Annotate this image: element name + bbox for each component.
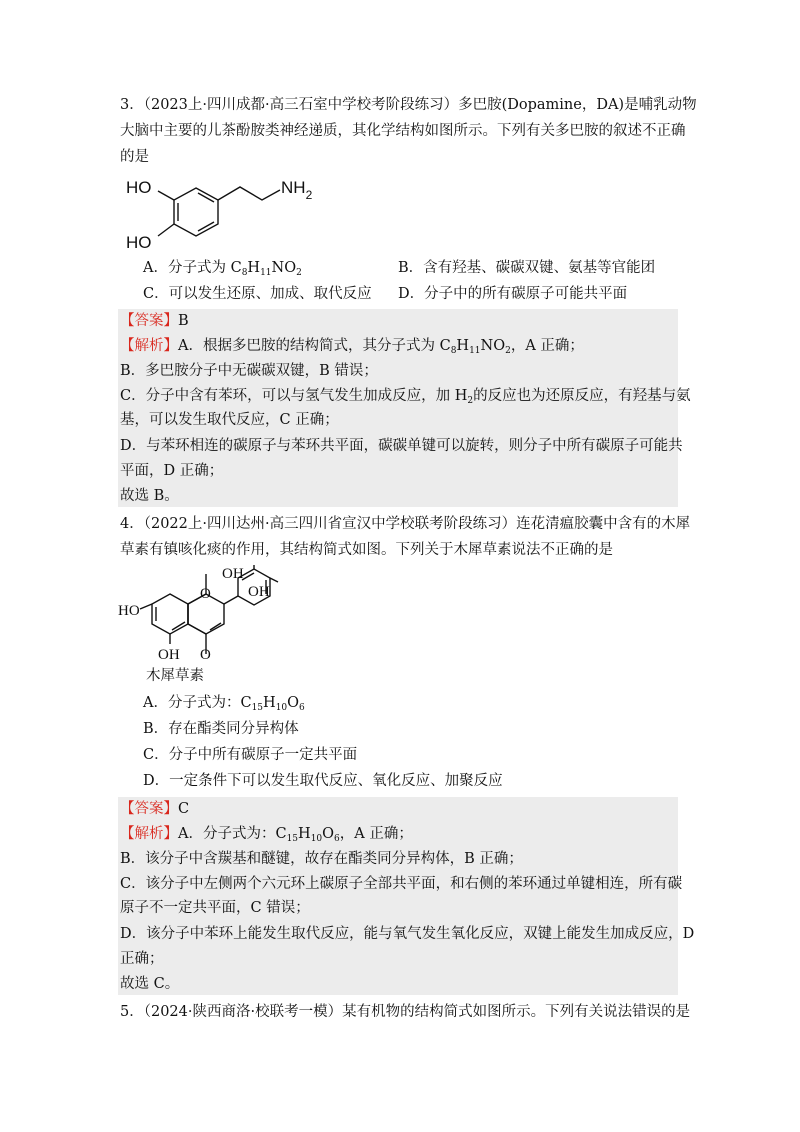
- q4-conclusion: 故选 C。: [120, 976, 180, 992]
- q4-analysis-line4: 原子不一定共平面，C 错误；: [120, 900, 310, 916]
- q3-answer: 【答案】B: [120, 313, 189, 329]
- q4-stem-line1: 4．（2022上·四川达州·高三四川省宣汉中学校联考阶段练习）连花清瘟胶囊中含有的木犀: [120, 516, 691, 532]
- q4-analysis-line1: 【解析】A．分子式为：$C_{15}H_{10}O_6$，A 正确；: [120, 826, 413, 844]
- dopamine-benzene-ring: [174, 188, 218, 236]
- q5-stem-line1: 5．（2024·陕西商洛·校联考一模）某有机物的结构简式如图所示。下列有关说法错误的是: [120, 1004, 691, 1020]
- q3-option-a: A．分子式为 $C_8H_{11}NO_2$: [143, 260, 302, 278]
- q4-stem-line2: 草素有镇咳化痰的作用，其结构简式如图。下列关于木犀草素说法不正确的是: [120, 542, 613, 558]
- luteolin-oh-bond: [140, 604, 152, 609]
- dopamine-ring-double-bond: [198, 193, 214, 202]
- q3-analysis-line2: B．多巴胺分子中无碳碳双键，B 错误；: [120, 363, 378, 379]
- luteolin-ring-a: [152, 594, 188, 634]
- luteolin-carbonyl-oxygen: O: [200, 647, 211, 662]
- luteolin-ho-left: HO: [118, 603, 140, 619]
- luteolin-ring-oxygen: O: [200, 586, 211, 602]
- q3-analysis-line5: D．与苯环相连的碳原子与苯环共平面，碳碳单键可以旋转，则分子中所有碳原子可能共: [120, 438, 683, 454]
- luteolin-structure: [118, 562, 288, 662]
- q3-option-d: D．分子中的所有碳原子可能共平面: [398, 286, 628, 302]
- q3-option-b: B．含有羟基、碳碳双键、氨基等官能团: [398, 260, 656, 276]
- dopamine-structure: [120, 172, 340, 254]
- q3-analysis-line1: 【解析】A．根据多巴胺的结构简式，其分子式为 $C_8H_{11}NO_2$，A 正确；: [120, 338, 584, 356]
- q3-option-c: C．可以发生还原、加成、取代反应: [143, 286, 372, 302]
- luteolin-oh-bottom: OH: [158, 647, 180, 662]
- q4-option-d: D．一定条件下可以发生取代反应、氧化反应、加聚反应: [143, 773, 503, 789]
- q4-analysis-line5: D．该分子中苯环上能发生取代反应，能与氧气发生氧化反应，双键上能发生加成反应，D: [120, 926, 695, 942]
- dopamine-nh2-label: $NH_2$: [281, 178, 313, 202]
- dopamine-oh-bond: [158, 224, 174, 236]
- q3-analysis-line3: C．分子中含有苯环，可以与氢气发生加成反应，加 $H_2$的反应也为还原反应，有羟基与氨: [120, 388, 691, 406]
- dopamine-ho-top: HO: [126, 178, 152, 197]
- q3-analysis-line4: 基，可以发生取代反应，C 正确；: [120, 412, 339, 428]
- luteolin-oh-bond: [270, 578, 278, 582]
- q3-stem-line3: 的是: [120, 149, 149, 165]
- q3-conclusion: 故选 B。: [120, 488, 179, 504]
- q4-analysis-line2: B．该分子中含羰基和醚键，故存在酯类同分异构体，B 正确；: [120, 851, 523, 867]
- dopamine-side-chain: [218, 187, 280, 200]
- q4-figure-caption: 木犀草素: [146, 668, 204, 684]
- q4-option-c: C．分子中所有碳原子一定共平面: [143, 747, 358, 763]
- dopamine-ring-double-bond: [198, 222, 214, 231]
- luteolin-oh-top: OH: [222, 566, 244, 582]
- q3-analysis-line6: 平面，D 正确；: [120, 463, 224, 479]
- luteolin-link-bond: [224, 596, 238, 604]
- q3-stem-line1: 3．（2023上·四川成都·高三石室中学校考阶段练习）多巴胺(Dopamine，DA)是哺乳动物: [120, 97, 697, 113]
- dopamine-oh-bond: [158, 191, 174, 200]
- dopamine-ho-bottom: HO: [126, 233, 152, 252]
- q4-analysis-line6: 正确；: [120, 951, 164, 967]
- q3-stem-line2: 大脑中主要的儿茶酚胺类神经递质，其化学结构如图所示。下列有关多巴胺的叙述不正确: [120, 123, 686, 139]
- q4-option-b: B．存在酯类同分异构体: [143, 721, 299, 737]
- luteolin-oh-right: OH: [248, 584, 270, 600]
- q4-analysis-line3: C．该分子中左侧两个六元环上碳原子全部共平面，和右侧的苯环通过单键相连，所有碳: [120, 876, 683, 892]
- q4-answer: 【答案】C: [120, 801, 190, 817]
- q4-option-a: A．分子式为：$C_{15}H_{10}O_6$: [143, 695, 305, 713]
